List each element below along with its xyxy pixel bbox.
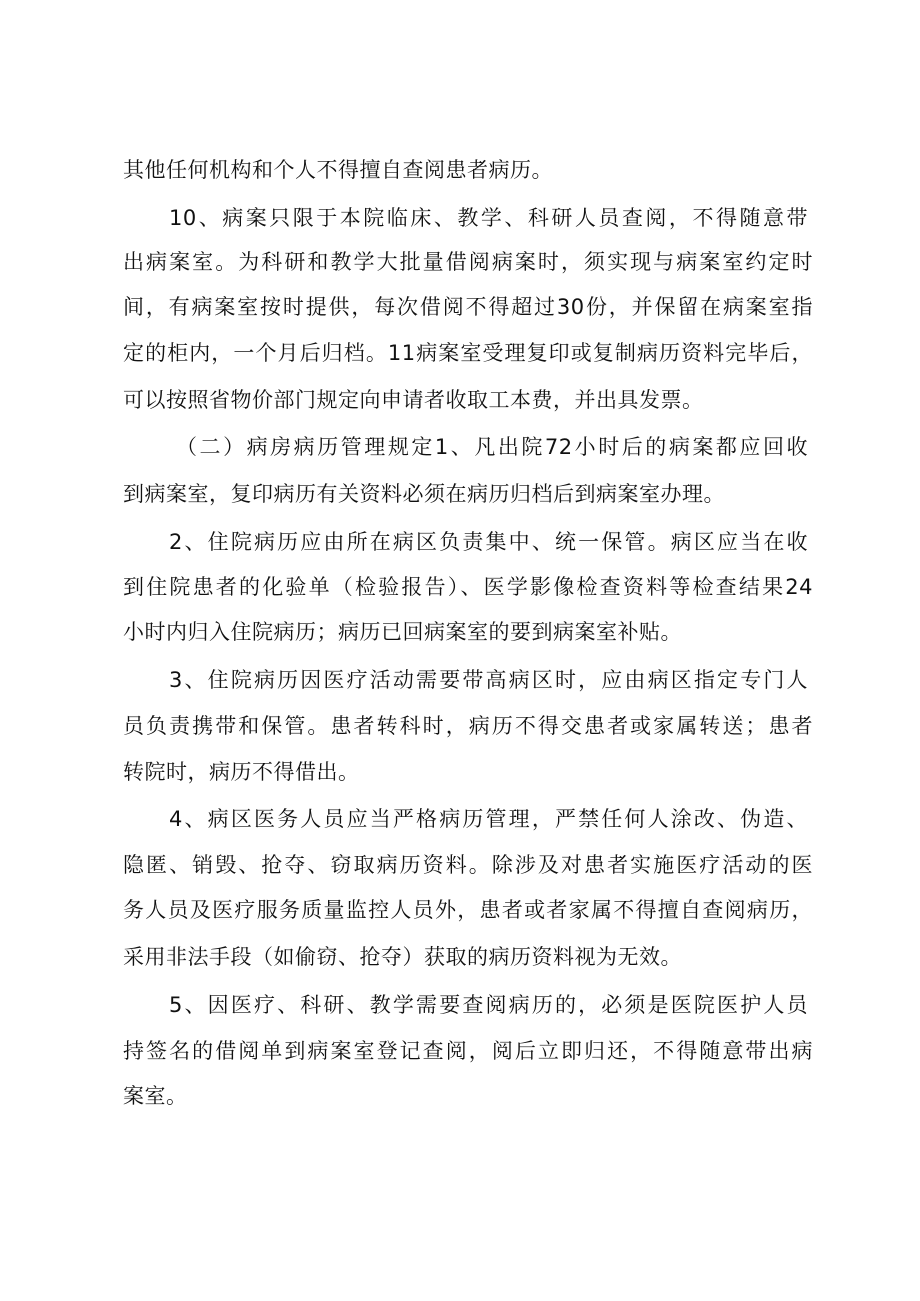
- text-line: 5、因医疗、科研、教学需要查阅病历的，必须是医院医护人员: [169, 993, 808, 1017]
- text-line: 到住院患者的化验单（检验报告）、医学影像检查资料等检查结果24: [123, 575, 813, 599]
- text-line: 其他任何机构和个人不得擅自查阅患者病历。: [123, 158, 553, 182]
- text-line: 10、病案只限于本院临床、教学、科研人员查阅，不得随意带: [169, 206, 808, 230]
- text-line: （二）病房病历管理规定1、凡出院72小时后的病案都应回收: [176, 435, 808, 459]
- text-line: 出病案室。为科研和教学大批量借阅病案时，须实现与病案室约定时: [123, 250, 813, 274]
- text-line: 员负责携带和保管。患者转科时，病历不得交患者或家属转送；患者: [123, 714, 813, 738]
- text-line: 间，有病案室按时提供，每次借阅不得超过30份，并保留在病案室指: [123, 295, 813, 319]
- text-line: 到病案室，复印病历有关资料必须在病历归档后到病案室办理。: [123, 482, 725, 506]
- text-line: 转院时，病历不得借出。: [123, 760, 360, 784]
- text-line: 4、病区医务人员应当严格病历管理，严禁任何人涂改、伪造、: [169, 807, 808, 831]
- text-line: 可以按照省物价部门规定向申请者收取工本费，并出具发票。: [123, 388, 704, 412]
- text-line: 小时内归入住院病历；病历已回病案室的要到病案室补贴。: [123, 620, 682, 644]
- text-line: 务人员及医疗服务质量监控人员外，患者或者家属不得擅自查阅病历，: [123, 898, 813, 922]
- text-line: 隐匿、销毁、抢夺、窃取病历资料。除涉及对患者实施医疗活动的医: [123, 853, 813, 877]
- text-line: 采用非法手段（如偷窃、抢夺）获取的病历资料视为无效。: [123, 945, 682, 969]
- text-line: 2、住院病历应由所在病区负责集中、统一保管。病区应当在收: [169, 530, 808, 554]
- text-line: 持签名的借阅单到病案室登记查阅，阅后立即归还，不得随意带出病: [123, 1039, 813, 1063]
- text-line: 定的柜内，一个月后归档。11病案室受理复印或复制病历资料完毕后，: [123, 341, 813, 365]
- text-line: 案室。: [123, 1084, 188, 1108]
- text-line: 3、住院病历因医疗活动需要带高病区时，应由病区指定专门人: [169, 668, 808, 692]
